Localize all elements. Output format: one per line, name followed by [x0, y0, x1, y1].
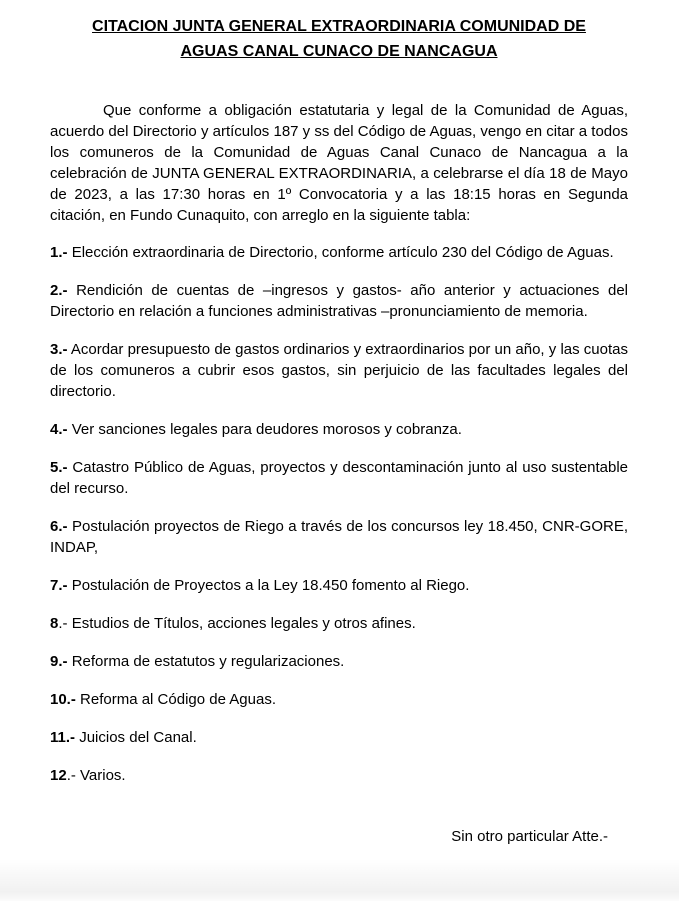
- agenda-item-1: [50, 242, 628, 263]
- agenda-item-6-text: Postulación proyectos de Riego a través de los concursos ley 18.450, CNR-GORE, INDAP,: [50, 518, 628, 556]
- agenda-item-11-text: Juicios del Canal.: [79, 729, 197, 746]
- agenda-item-3: [50, 339, 628, 402]
- closing-line: Sin otro particular Atte.-: [451, 828, 608, 845]
- agenda-item-4-number: 4.-: [50, 421, 68, 438]
- agenda-item-6: [50, 516, 628, 558]
- agenda-item-2: [50, 280, 628, 322]
- agenda-item-5-number: 5.-: [50, 459, 68, 476]
- agenda-item-11: [50, 727, 628, 748]
- agenda-item-7: [50, 575, 628, 596]
- agenda-item-1-text: Elección extraordinaria de Directorio, conforme artículo 230 del Código de Aguas.: [71, 244, 614, 261]
- agenda-item-8-text: Estudios de Títulos, acciones legales y otros afines.: [71, 615, 416, 632]
- agenda-item-5-text: Catastro Público de Aguas, proyectos y descontaminación junto al uso sustentable del recurso.: [50, 459, 629, 497]
- agenda-item-12-suffix: .-: [66, 767, 76, 784]
- agenda-item-4-text: Ver sanciones legales para deudores morosos y cobranza.: [71, 421, 462, 438]
- intro-paragraph: Que conforme a obligación estatutaria y legal de la Comunidad de Aguas, acuerdo del Directorio y artículos 187 y ss del Código de Aguas, vengo en citar a todos los comuneros de la Comunidad de Aguas Canal Cunaco de Nancagua a la celebración de JUNTA GENERAL EXTRAORDINARIA, a celebrarse el día 18 de Mayo de 2023, a las 17:30 horas en 1º Convocatoria y a las 18:15 horas en Segunda citación, en Fundo Cunaquito, con arreglo en la siguiente tabla:: [50, 102, 628, 224]
- agenda-item-10-text: Reforma al Código de Aguas.: [80, 691, 276, 708]
- document-title-line1: CITACION JUNTA GENERAL EXTRAORDINARIA COMUNIDAD DE: [92, 18, 586, 35]
- agenda-item-8-suffix: .-: [58, 615, 68, 632]
- page-bottom-shade: [0, 859, 679, 901]
- document-title: [50, 14, 628, 64]
- agenda-item-5: [50, 457, 628, 499]
- agenda-item-9-text: Reforma de estatutos y regularizaciones.: [71, 653, 345, 670]
- agenda-item-3-number: 3.-: [50, 341, 68, 358]
- agenda-item-10-number: 10.-: [50, 691, 76, 708]
- agenda-item-7-text: Postulación de Proyectos a la Ley 18.450 fomento al Riego.: [71, 577, 470, 594]
- agenda-item-10: [50, 689, 628, 710]
- agenda-item-2-text: Rendición de cuentas de –ingresos y gastos- año anterior y actuaciones del Directorio en relación a funciones administrativas –pronunciamiento de memoria.: [50, 282, 628, 320]
- agenda-item-9: [50, 651, 628, 672]
- agenda-item-9-number: 9.-: [50, 653, 68, 670]
- agenda-item-3-text: Acordar presupuesto de gastos ordinarios y extraordinarios por un año, y las cuotas de los comuneros a cubrir esos gastos, sin perjuicio de las facultades legales del directorio.: [50, 341, 628, 400]
- agenda-item-4: [50, 419, 628, 440]
- agenda-item-1-number: 1.-: [50, 244, 68, 261]
- agenda-item-2-number: 2.-: [50, 282, 68, 299]
- agenda-item-12-number: 12: [50, 767, 67, 784]
- agenda-item-6-number: 6.-: [50, 518, 68, 535]
- agenda-item-7-number: 7.-: [50, 577, 68, 594]
- agenda-item-8: [50, 613, 628, 634]
- agenda-item-12-text: Varios.: [80, 767, 126, 784]
- document-title-line2: AGUAS CANAL CUNACO DE NANCAGUA: [180, 43, 498, 60]
- agenda-item-8-number: 8: [50, 615, 59, 632]
- agenda-item-11-number: 11.-: [50, 729, 76, 746]
- agenda-item-12: [50, 765, 628, 786]
